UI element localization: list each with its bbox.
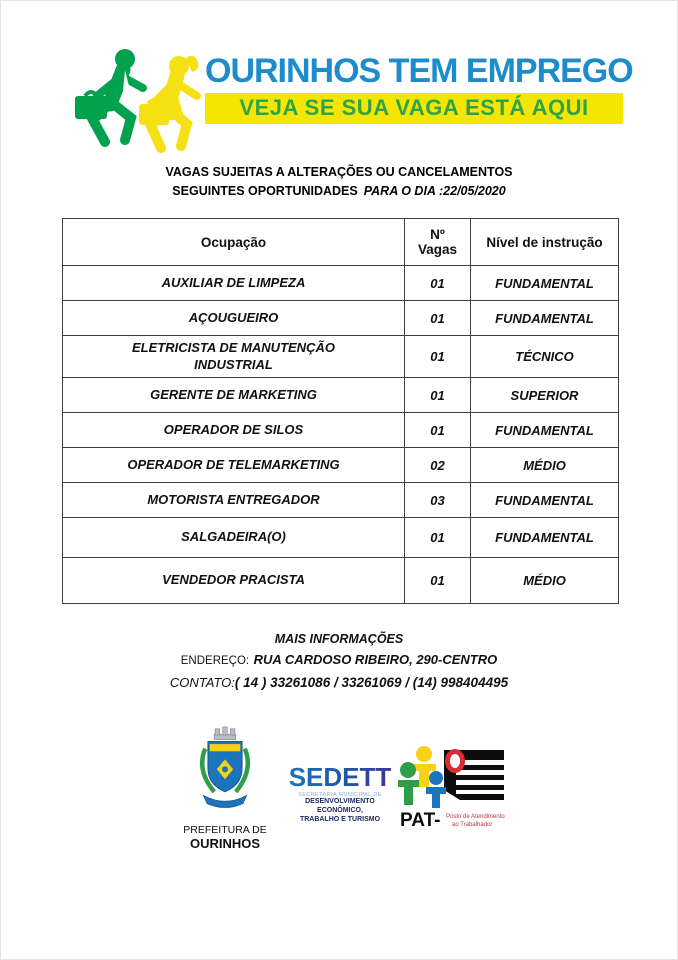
cell-vagas bbox=[405, 558, 471, 604]
table-row bbox=[63, 483, 619, 518]
notice-block bbox=[0, 163, 678, 201]
cell-ocupacao bbox=[63, 558, 405, 604]
cell-ocupacao bbox=[63, 301, 405, 336]
contact-value: ( 14 ) 33261086 / 33261069 / (14) 998404495 bbox=[234, 675, 509, 691]
pat-wordmark: PAT- bbox=[400, 810, 441, 831]
cell-nivel-text: FUNDAMENTAL bbox=[495, 275, 594, 291]
cell-ocupacao bbox=[63, 413, 405, 448]
cell-ocupacao-text: AUXILIAR DE LIMPEZA bbox=[161, 274, 306, 290]
cell-vagas bbox=[405, 336, 471, 378]
cell-ocupacao-text: VENDEDOR PRACISTA bbox=[162, 572, 305, 588]
cell-vagas-text: 01 bbox=[430, 387, 445, 403]
cell-ocupacao-text: ELETRICISTA DE MANUTENÇÃO INDUSTRIAL bbox=[132, 340, 335, 372]
cell-nivel-text: FUNDAMENTAL bbox=[495, 310, 594, 326]
cell-ocupacao bbox=[63, 448, 405, 483]
notice-line1: VAGAS SUJEITAS A ALTERAÇÕES OU CANCELAMENTOS bbox=[165, 165, 513, 179]
running-workers-icon bbox=[55, 46, 220, 158]
cell-vagas-text: 01 bbox=[430, 349, 445, 364]
table-row bbox=[63, 518, 619, 558]
table-row bbox=[63, 301, 619, 336]
notice-line2 bbox=[0, 182, 678, 201]
jobs-table-body bbox=[63, 266, 619, 604]
cell-ocupacao bbox=[63, 266, 405, 301]
cell-ocupacao-text: MOTORISTA ENTREGADOR bbox=[147, 491, 320, 507]
cell-nivel bbox=[471, 301, 619, 336]
cell-nivel bbox=[471, 558, 619, 604]
cell-ocupacao-text: OPERADOR DE TELEMARKETING bbox=[127, 456, 340, 472]
logos-row bbox=[180, 726, 510, 861]
table-row bbox=[63, 558, 619, 604]
cell-ocupacao-text: GERENTE DE MARKETING bbox=[150, 386, 317, 402]
ourinhos-coat-of-arms-icon bbox=[189, 726, 261, 818]
cell-ocupacao bbox=[63, 518, 405, 558]
prefeitura-label-line2: OURINHOS bbox=[189, 836, 261, 851]
sedett-wordmark: SEDETT bbox=[285, 764, 395, 790]
info-title: MAIS INFORMAÇÕES bbox=[274, 632, 404, 646]
cell-vagas bbox=[405, 518, 471, 558]
contact-label: CONTATO: bbox=[169, 675, 235, 691]
cell-ocupacao-text: OPERADOR DE SILOS bbox=[163, 421, 304, 437]
contact-line bbox=[0, 671, 678, 694]
sedett-subtitle-1: SECRETARIA MUNICIPAL DE bbox=[298, 792, 382, 798]
page-title: OURINHOS TEM EMPREGO bbox=[205, 52, 633, 90]
brand-text-block bbox=[205, 52, 633, 124]
prefeitura-ourinhos-logo bbox=[180, 726, 270, 851]
notice-date: PARA O DIA :22/05/2020 bbox=[363, 183, 506, 198]
table-row bbox=[63, 266, 619, 301]
header-row bbox=[63, 219, 619, 266]
address-value: RUA CARDOSO RIBEIRO, 290-CENTRO bbox=[253, 652, 498, 668]
brand-header bbox=[55, 40, 633, 165]
cell-nivel-text: FUNDAMENTAL bbox=[495, 492, 594, 508]
sedett-subtitle-3: TRABALHO E TURISMO bbox=[299, 815, 381, 823]
cell-vagas bbox=[405, 301, 471, 336]
cell-vagas-text: 01 bbox=[430, 275, 445, 291]
cell-ocupacao bbox=[63, 378, 405, 413]
cell-nivel-text: MÉDIO bbox=[523, 573, 566, 588]
cell-nivel-text: FUNDAMENTAL bbox=[495, 530, 594, 545]
col-header-nivel: Nível de instrução bbox=[471, 219, 619, 266]
cell-nivel bbox=[471, 413, 619, 448]
pat-logo bbox=[398, 744, 510, 849]
cell-vagas-text: 01 bbox=[430, 422, 445, 438]
table-row bbox=[63, 336, 619, 378]
cell-vagas bbox=[405, 378, 471, 413]
cell-vagas bbox=[405, 483, 471, 518]
address-line bbox=[0, 648, 678, 671]
col-header-ocupacao: Ocupação bbox=[63, 219, 405, 266]
cell-vagas-text: 01 bbox=[430, 573, 445, 588]
jobs-table-header bbox=[63, 219, 619, 266]
cell-nivel-text: TÉCNICO bbox=[515, 349, 574, 364]
cell-nivel bbox=[471, 483, 619, 518]
prefeitura-label-line1: PREFEITURA DE bbox=[183, 824, 267, 836]
cell-ocupacao bbox=[63, 336, 405, 378]
sedett-subtitle-2: DESENVOLVIMENTO ECONÔMICO, bbox=[305, 798, 375, 814]
brand-subtitle-banner: VEJA SE SUA VAGA ESTÁ AQUI bbox=[205, 93, 623, 124]
cell-nivel-text: MÉDIO bbox=[523, 457, 566, 473]
notice-line2-prefix: SEGUINTES OPORTUNIDADES bbox=[172, 183, 358, 198]
cell-ocupacao-text: SALGADEIRA(O) bbox=[181, 529, 286, 545]
cell-nivel bbox=[471, 266, 619, 301]
cell-nivel-text: FUNDAMENTAL bbox=[495, 422, 594, 438]
cell-vagas-text: 01 bbox=[430, 530, 445, 545]
cell-vagas-text: 02 bbox=[430, 457, 445, 473]
pat-caption-line2: ao Trabalhador bbox=[452, 822, 493, 828]
cell-vagas-text: 01 bbox=[430, 310, 445, 326]
cell-nivel bbox=[471, 518, 619, 558]
table-row bbox=[63, 378, 619, 413]
pat-emblem-icon bbox=[398, 744, 510, 844]
cell-nivel-text: SUPERIOR bbox=[510, 387, 579, 403]
table-row bbox=[63, 448, 619, 483]
pat-caption-line1: Posto de Atendimento bbox=[446, 814, 505, 820]
cell-nivel bbox=[471, 378, 619, 413]
info-block bbox=[0, 630, 678, 695]
cell-nivel bbox=[471, 448, 619, 483]
cell-ocupacao bbox=[63, 483, 405, 518]
sedett-logo bbox=[285, 764, 395, 824]
cell-vagas bbox=[405, 448, 471, 483]
table-row bbox=[63, 413, 619, 448]
address-label: ENDEREÇO: bbox=[180, 655, 250, 668]
cell-vagas bbox=[405, 413, 471, 448]
cell-vagas bbox=[405, 266, 471, 301]
cell-vagas-text: 03 bbox=[430, 492, 445, 508]
cell-nivel bbox=[471, 336, 619, 378]
col-header-vagas: Nº Vagas bbox=[405, 219, 471, 266]
jobs-table bbox=[62, 218, 619, 604]
cell-ocupacao-text: AÇOUGUEIRO bbox=[188, 309, 279, 325]
